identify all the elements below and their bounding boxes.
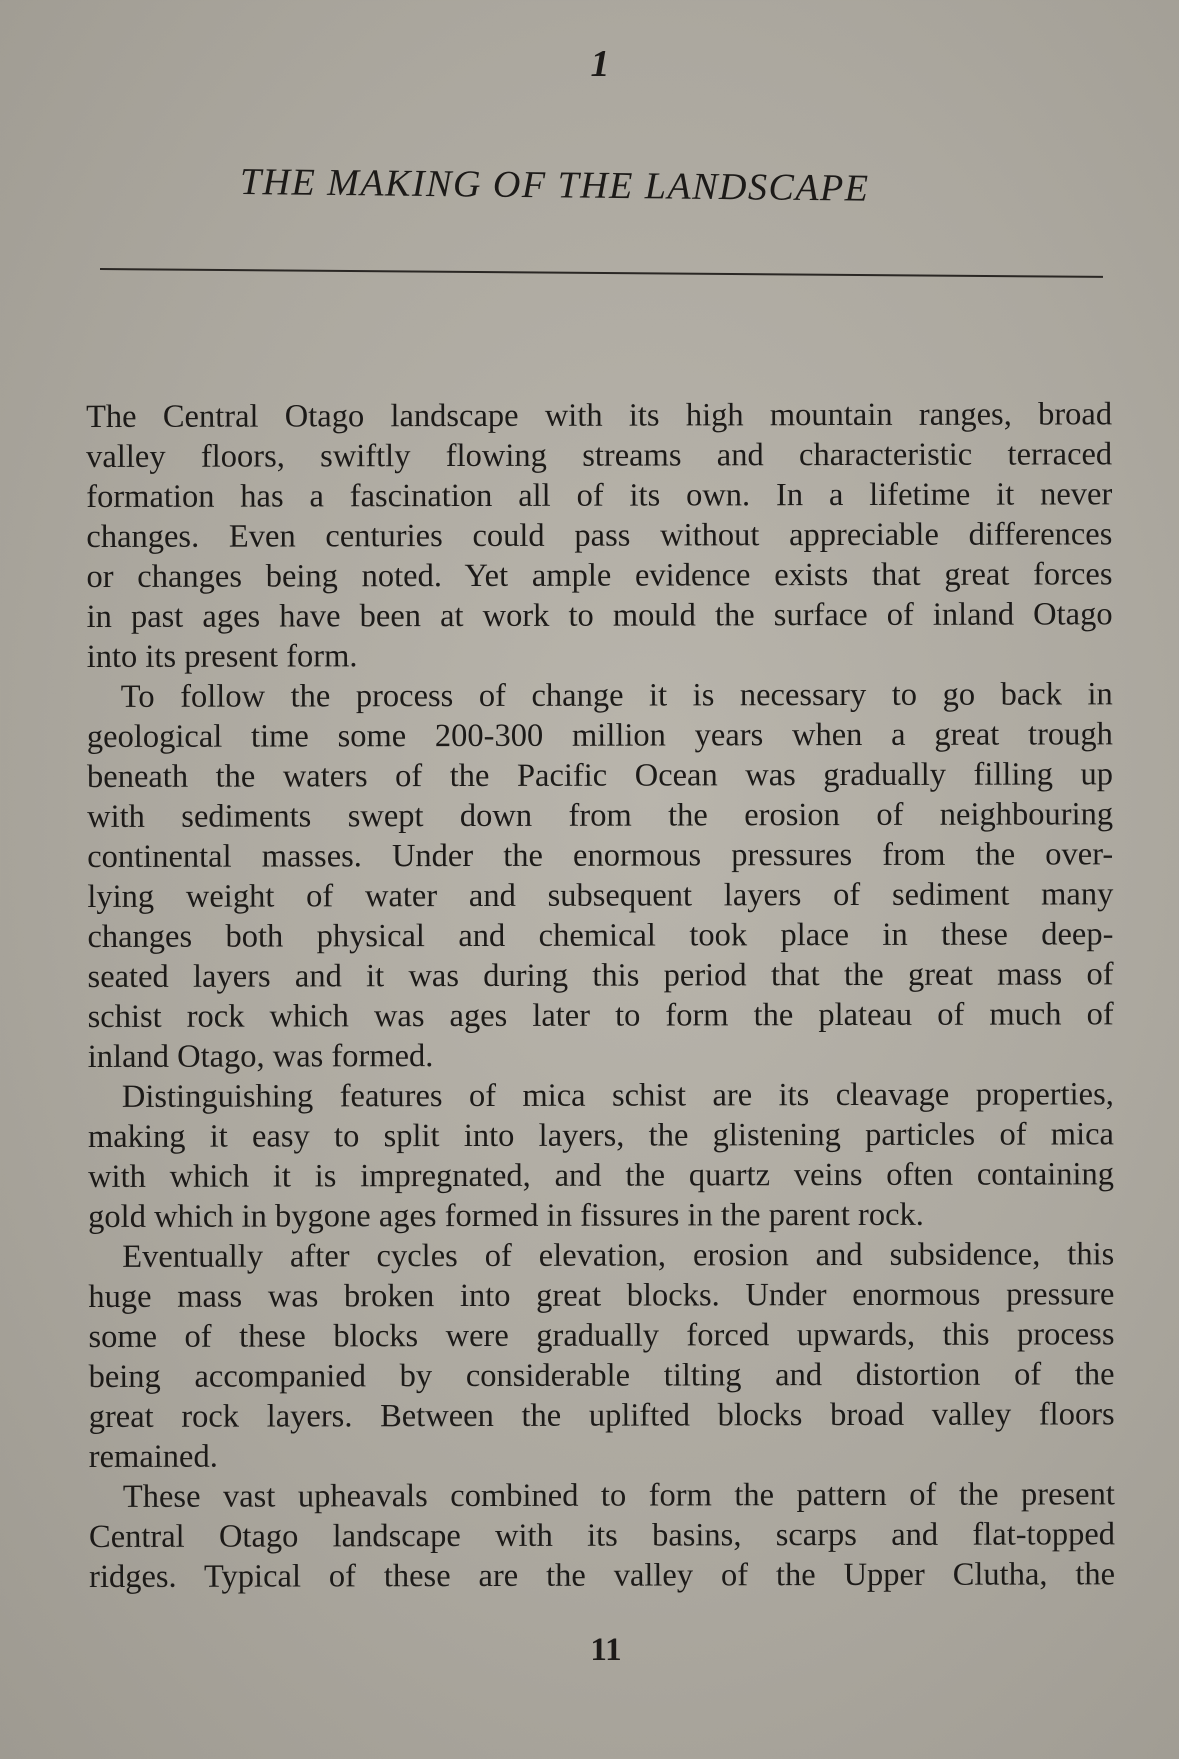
text-line: valley floors, swiftly flowing streams and characteristic terraced [86,436,1113,475]
text-line: Central Otago landscape with its basins, scarps and flat-topped [88,1516,1116,1555]
text-line: remained. [88,1438,218,1475]
text-line: some of these blocks were gradually forced upwards, this process [88,1316,1115,1355]
text-line: into its present form. [86,638,358,675]
text-line: To follow the process of change it is necessary to go back in [120,676,1113,715]
text-line: making it easy to split into layers, the glistening particles of mica [87,1116,1114,1155]
paragraph-2 [87,674,1114,1077]
text-line: beneath the waters of the Pacific Ocean was gradually filling up [86,756,1114,795]
text-line: The Central Otago landscape with its high mountain ranges, broad [86,396,1113,435]
text-line: inland Otago, was formed. [87,1038,434,1075]
text-line: changes both physical and chemical took place in these deep- [87,916,1114,955]
text-line: or changes being noted. Yet ample evidence exists that great forces [86,556,1113,595]
text-line: huge mass was broken into great blocks. Under enormous pressure [88,1276,1115,1315]
text-line: great rock layers. Between the uplifted blocks broad valley floors [88,1396,1115,1435]
text-line: ridges. Typical of these are the valley of the Upper Clutha, the [89,1556,1116,1595]
text-line: changes. Even centuries could pass without appreciable differences [86,516,1113,555]
text-line: Distinguishing features of mica schist are its cleavage properties, [121,1076,1114,1115]
text-line: in past ages have been at work to mould the surface of inland Otago [86,596,1113,635]
paragraph-1 [86,394,1113,677]
text-line: Eventually after cycles of elevation, erosion and subsidence, this [122,1236,1115,1275]
text-line: being accompanied by considerable tilting and distortion of the [88,1356,1115,1395]
text-line: gold which in bygone ages formed in fissures in the parent rock. [88,1196,924,1235]
page-number: 11 [590,1632,622,1668]
text-line: continental masses. Under the enormous pressures from the over- [87,836,1114,875]
title-rule [100,268,1103,278]
text-line: with sediments swept down from the erosion of neighbouring [87,796,1114,835]
text-line: schist rock which was ages later to form the plateau of much of [87,996,1114,1035]
text-line: formation has a fascination all of its own. In a lifetime it never [86,476,1113,515]
paragraph-3 [88,1074,1114,1237]
text-line: lying weight of water and subsequent layers of sediment many [87,876,1114,915]
chapter-number: 1 [590,43,610,85]
text-line: These vast upheavals combined to form the pattern of the present [122,1476,1115,1515]
body-text [86,394,1115,1597]
paragraph-5 [89,1474,1115,1597]
text-line: with which it is impregnated, and the quartz veins often containing [87,1156,1115,1195]
paragraph-4 [88,1234,1115,1477]
chapter-title: THE MAKING OF THE LANDSCAPE [239,161,870,210]
text-line: seated layers and it was during this period that the great mass of [87,956,1114,995]
text-line: geological time some 200-300 million years when a great trough [86,716,1113,755]
